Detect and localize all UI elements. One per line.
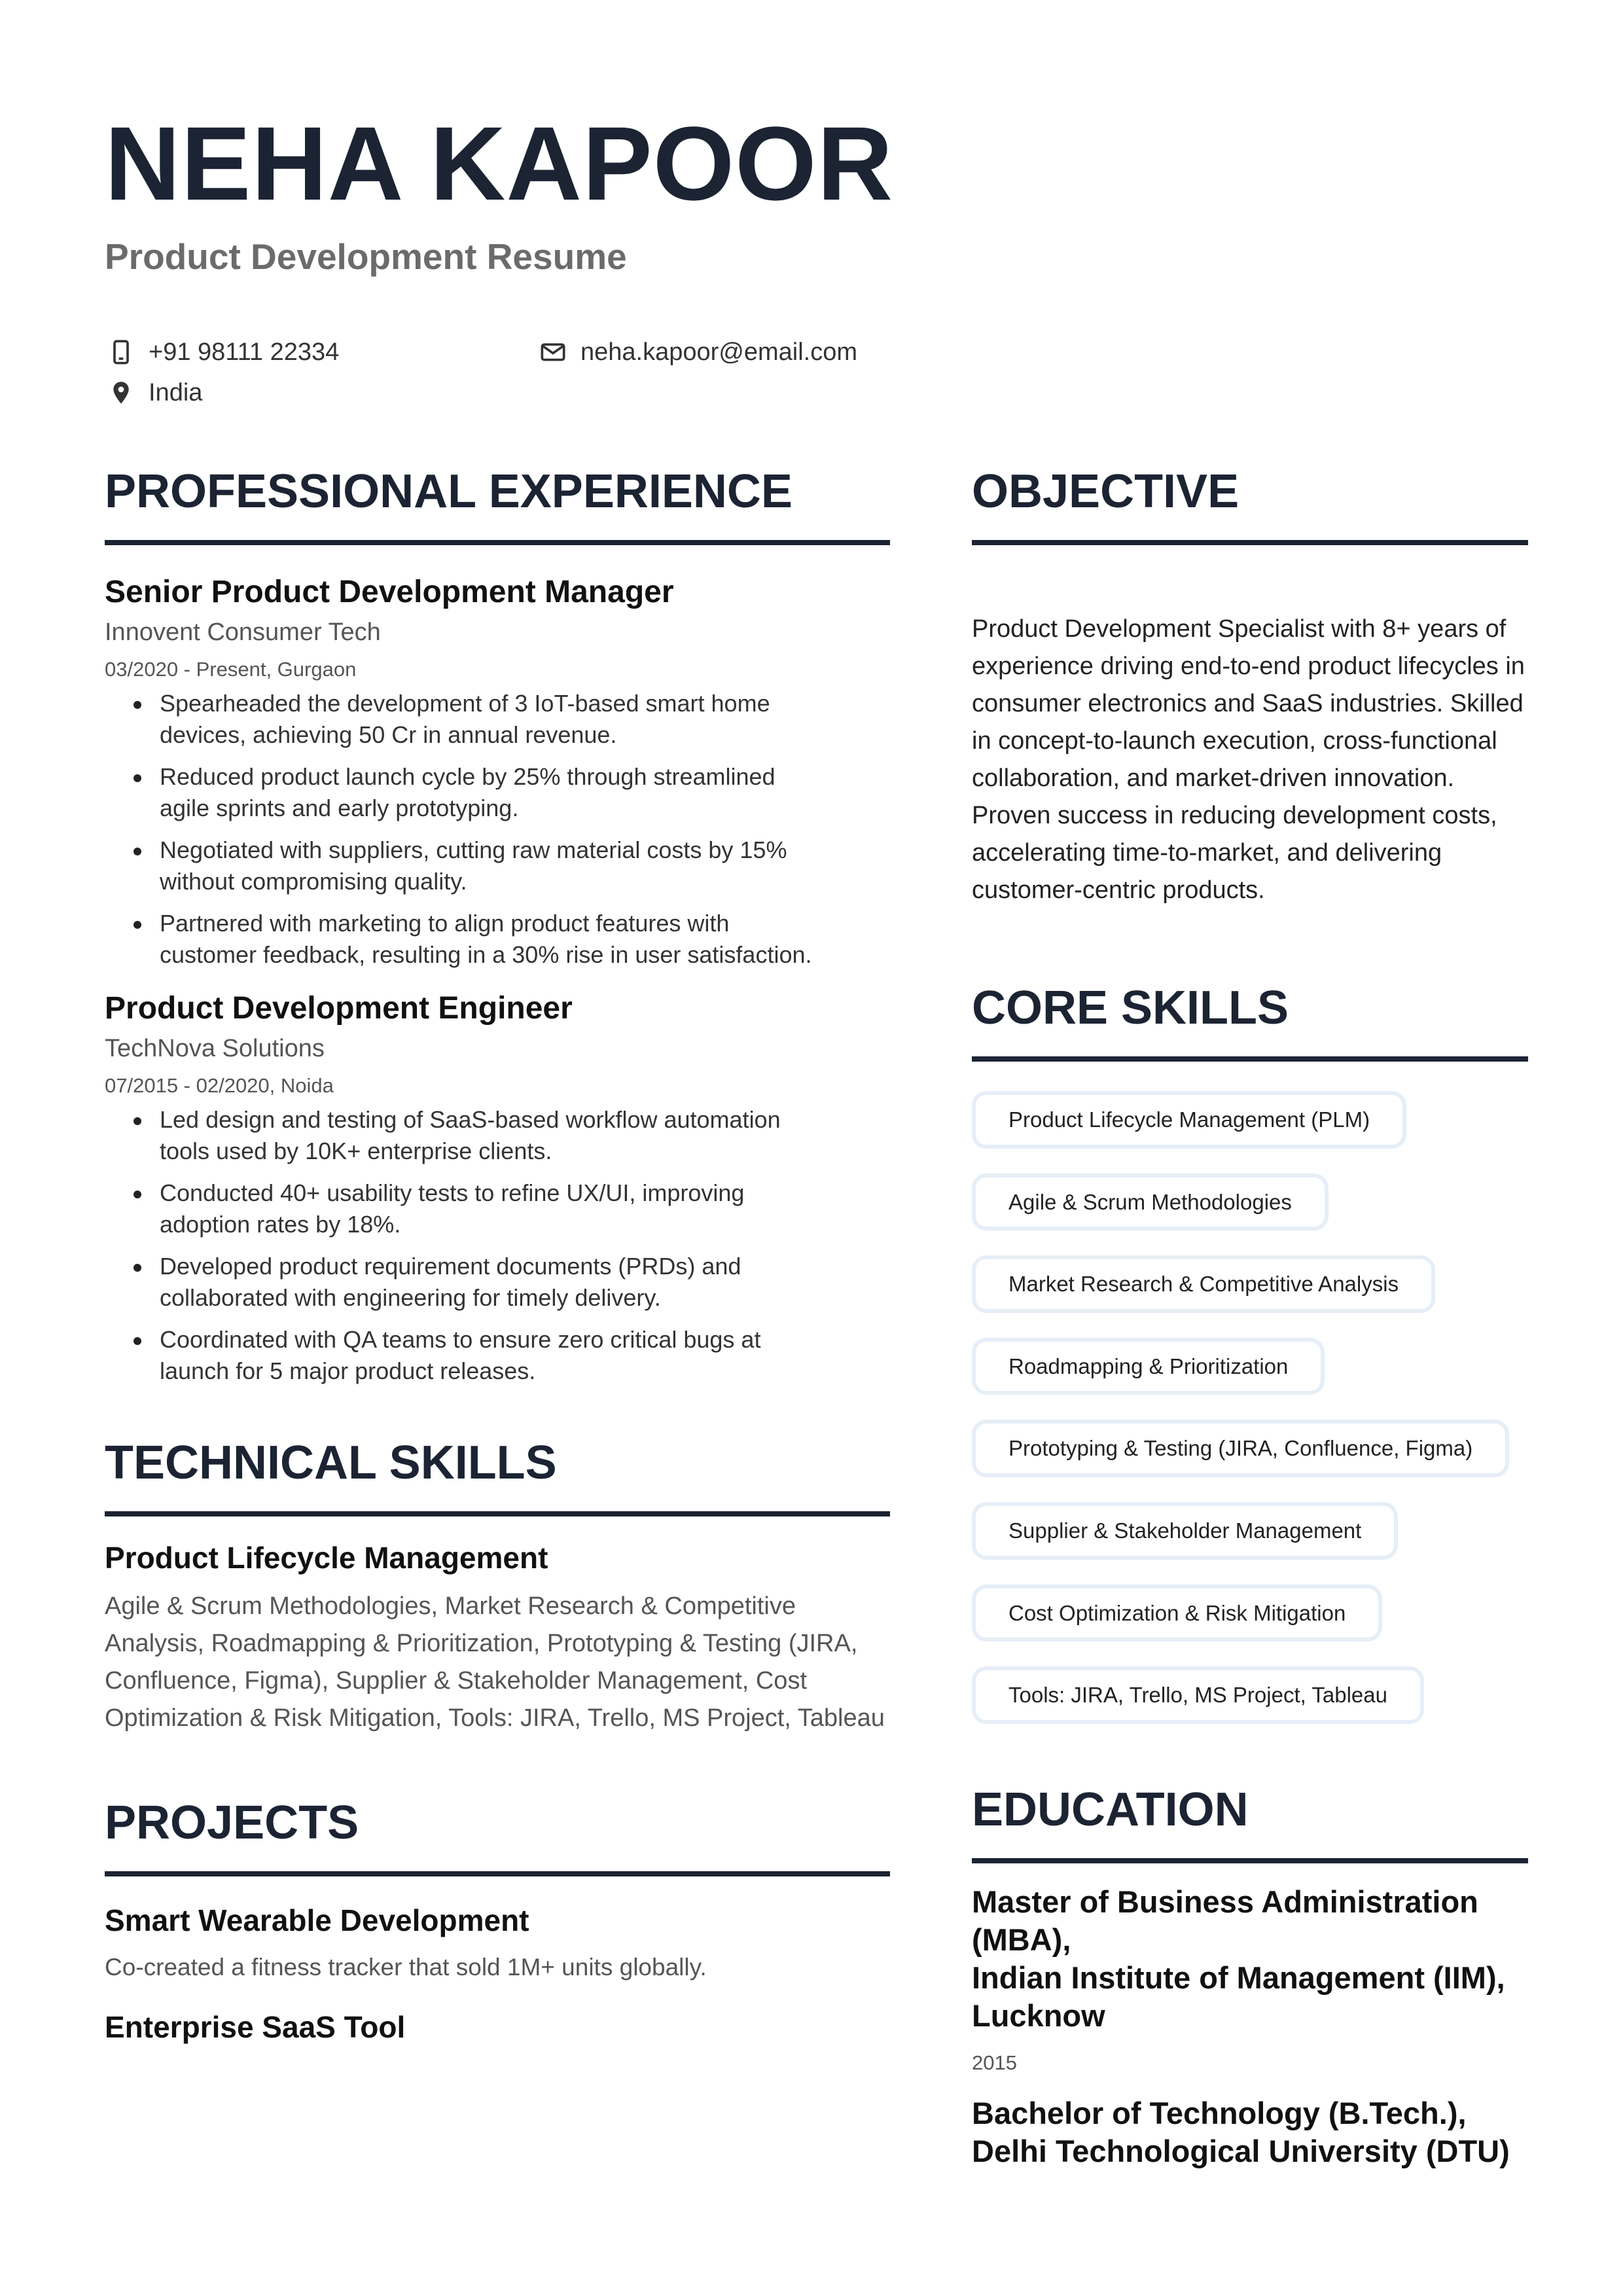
skill-chip: Agile & Scrum Methodologies bbox=[972, 1174, 1329, 1231]
skill-chip: Tools: JIRA, Trello, MS Project, Tableau bbox=[972, 1666, 1424, 1724]
mail-icon bbox=[540, 339, 566, 365]
education-year: 2015 bbox=[972, 2051, 1017, 2074]
job-company: Innovent Consumer Tech bbox=[105, 619, 381, 647]
degree-name: Bachelor of Technology (B.Tech.), bbox=[972, 2095, 1467, 2130]
objective-text: Product Development Specialist with 8+ years of experience driving end-to-end product lifecycles in consumer electronics and SaaS industries. Skilled in concept-to-launch execution, cross-functional collaboration, and market-driven innovation. Proven success in reducing development costs, accelerating time-to-market, and delivering customer-centric products. bbox=[972, 615, 1525, 904]
job-dates-location: 03/2020 - Present, Gurgaon bbox=[105, 657, 357, 681]
skill-chip: Market Research & Competitive Analysis bbox=[972, 1255, 1435, 1313]
bullet-item: Led design and testing of SaaS-based workflow automation tools used by 10K+ enterprise clients. bbox=[134, 1104, 814, 1167]
skill-chip: Supplier & Stakeholder Management bbox=[972, 1502, 1398, 1560]
project-description: Co-created a fitness tracker that sold 1M+ units globally. bbox=[105, 1954, 707, 1981]
phone-icon bbox=[108, 339, 134, 365]
bullet-item: Conducted 40+ usability tests to refine UX/UI, improving adoption rates by 18%. bbox=[134, 1177, 814, 1240]
skill-chip: Cost Optimization & Risk Mitigation bbox=[972, 1585, 1382, 1642]
institution-name: Delhi Technological University (DTU) bbox=[972, 2133, 1510, 2168]
email-text: neha.kapoor@email.com bbox=[580, 338, 858, 366]
job-company: TechNova Solutions bbox=[105, 1035, 325, 1063]
education-heading: EDUCATION bbox=[972, 1786, 1528, 1863]
project-title: Enterprise SaaS Tool bbox=[105, 2010, 406, 2045]
contact-email bbox=[540, 339, 857, 365]
education-entry bbox=[972, 1883, 1528, 2035]
experience-heading: PROFESSIONAL EXPERIENCE bbox=[105, 468, 890, 545]
projects-heading: PROJECTS bbox=[105, 1799, 890, 1876]
degree-name: Master of Business Administration (MBA), bbox=[972, 1884, 1478, 1957]
institution-name: Indian Institute of Management (IIM), Lucknow bbox=[972, 1960, 1505, 2033]
job-title: Senior Product Development Manager bbox=[105, 575, 674, 609]
technical-skills-text: Agile & Scrum Methodologies, Market Research & Competitive Analysis, Roadmapping & Prioritization, Prototyping & Testing (JIRA, Confluence, Figma), Supplier & Stakeholder Management, Cost Optimization & Risk Mitigation, Tools: JIRA, Trello, MS Project, Tableau bbox=[105, 1592, 885, 1732]
job-bullets bbox=[134, 688, 814, 971]
skill-chip: Roadmapping & Prioritization bbox=[972, 1338, 1325, 1395]
resume-subtitle: Product Development Resume bbox=[105, 236, 627, 277]
bullet-item: Negotiated with suppliers, cutting raw material costs by 15% without compromising quality. bbox=[134, 834, 814, 897]
job-dates-location: 07/2015 - 02/2020, Noida bbox=[105, 1073, 334, 1097]
skill-chip: Prototyping & Testing (JIRA, Confluence, Figma) bbox=[972, 1420, 1509, 1477]
contact-phone bbox=[108, 339, 339, 365]
education-entry bbox=[972, 2094, 1528, 2170]
technical-skills-heading: TECHNICAL SKILLS bbox=[105, 1439, 890, 1516]
map-pin-icon bbox=[108, 380, 134, 406]
technical-subheading: Product Lifecycle Management bbox=[105, 1540, 548, 1575]
bullet-item: Spearheaded the development of 3 IoT-based smart home devices, achieving 50 Cr in annual revenue. bbox=[134, 688, 814, 751]
core-skills-heading: CORE SKILLS bbox=[972, 984, 1528, 1062]
bullet-item: Reduced product launch cycle by 25% through streamlined agile sprints and early prototyping. bbox=[134, 761, 814, 824]
job-entry bbox=[105, 990, 890, 1387]
project-title: Smart Wearable Development bbox=[105, 1903, 529, 1938]
phone-text: +91 98111 22334 bbox=[149, 338, 340, 366]
location-text: India bbox=[149, 379, 203, 406]
contact-location bbox=[108, 380, 202, 406]
candidate-name: NEHA KAPOOR bbox=[105, 105, 894, 222]
bullet-item: Coordinated with QA teams to ensure zero critical bugs at launch for 5 major product releases. bbox=[134, 1324, 814, 1387]
left-column bbox=[105, 465, 890, 2046]
bullet-item: Partnered with marketing to align product features with customer feedback, resulting in a 30% rise in user satisfaction. bbox=[134, 908, 814, 971]
job-bullets bbox=[134, 1104, 814, 1387]
job-entry bbox=[105, 574, 890, 971]
skill-chip-list bbox=[972, 1091, 1528, 1724]
job-title: Product Development Engineer bbox=[105, 990, 573, 1026]
skill-chip: Product Lifecycle Management (PLM) bbox=[972, 1091, 1406, 1149]
right-column bbox=[972, 465, 1528, 2170]
bullet-item: Developed product requirement documents (PRDs) and collaborated with engineering for timely delivery. bbox=[134, 1251, 814, 1314]
objective-heading: OBJECTIVE bbox=[972, 468, 1528, 545]
